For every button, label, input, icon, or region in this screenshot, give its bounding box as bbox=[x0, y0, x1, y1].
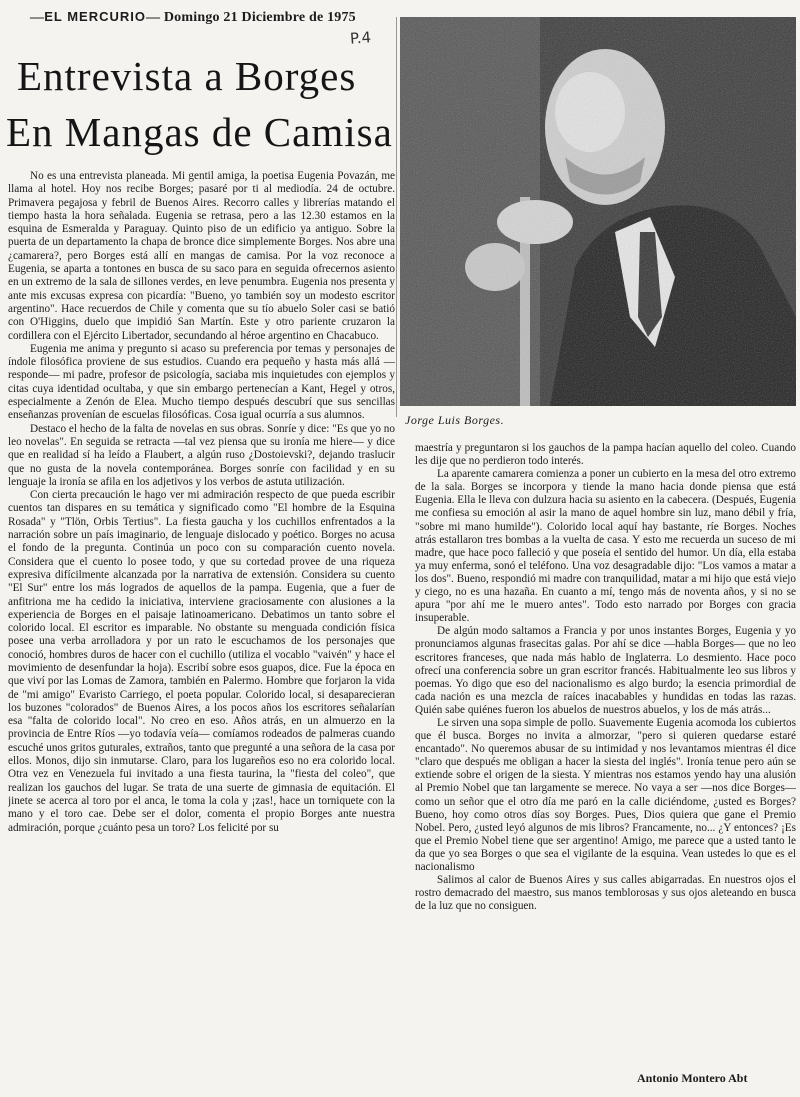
paragraph: Salimos al calor de Buenos Aires y sus calles abigarradas. En nuestros ojos el rostro demacrado del maestro, sus manos temblorosas y sus ojos aleteando en busca de la luz que no consiguen. bbox=[415, 874, 796, 913]
paragraph: Le sirven una sopa simple de pollo. Suavemente Eugenia acomoda los cubiertos que él busca. Borges no invita a almorzar, "pero si quieren quedarse estaré encantado". No queremos abusar de su intimidad y nos levantamos mientras él dice "claro que después me obligan a hacer la siesta del inglés". Ironía tenue pero aún se extiende sobre el origen de la siesta. Y mientras nos estamos yendo hay una alusión al Premio Nobel que tan largamente se merece. No vaya a ser —nos dice Borges— como un señor que el otro día me paró en la calle diciéndome, ¿usted es Borges? Bueno, hoy como otros días soy Borges. Pues, Dios quiera que gane el Premio Nobel. Pero, ¿usted leyó algunos de mis libros? Francamente, no... ¿Y entonces? ¡Es que el Premio Nobel tiene que ser argentino! Amigo, me parece que a usted tanto le da que yo sea Borges o que sea el vigilante de la esquina. Vean ustedes lo que es el nacionalismo bbox=[415, 716, 796, 873]
portrait-image bbox=[400, 17, 796, 406]
paragraph: De algún modo saltamos a Francia y por unos instantes Borges, Eugenia y yo pronunciamos algunas frasecitas galas. Por ahí se dice —habla Borges— que no leo escritores franceses, que nada más hablo de Inglaterra. Lo desmiento. Hace poco ofrecí una conferencia sobre un gran escritor francés. Habitualmente leo sus libros y poemas. Yo digo que eso del nacionalismo es algo burdo; la esencia primordial de cada nación es una mezcla de raíces inacabables y hundidas en todas las razas. Quién sabe quiénes fueron los abuelos de nuestros abuelos, y los de más atrás... bbox=[415, 625, 796, 716]
article-left-column bbox=[8, 170, 395, 1095]
paragraph: La aparente camarera comienza a poner un cubierto en la mesa del otro extremo de la sala. Borges se incorpora y tiende la mano hacia donde piensa que está Eugenia. Ella le lleva con dulzura hacia su asiento en la cabecera. (Después, Eugenia me confiesa su emoción al asir la mano de aquel hombre sin luz, mano débil y fría, "sobre mi mano humilde"). Colorido local aquí hay bastante, ríe Borges. Noches atrás estallaron tres bombas a la vuelta de casa. Y esto me recuerda un suceso de mi madre, que hace poco falleció y que poseía el sentido del humor. Un día, ella estaba ya muy enferma, sonó el teléfono. Una voz desagradable dijo: "Los vamos a matar a los dos". Bueno, respondió mi madre con tranquilidad, matar a mi hijo que está viejo y ciego, no es una hazaña. En cuanto a mí, tengo más de noventa años, y si no se apura "por ahí me le muero antes". Todo esto narrado por Borges con gracia insuperable. bbox=[415, 468, 796, 625]
handwritten-page-note: P.4 bbox=[349, 28, 372, 48]
masthead: —EL MERCURIO— Domingo 21 Diciembre de 1975 bbox=[30, 9, 356, 25]
author-byline: Antonio Montero Abt bbox=[637, 1071, 748, 1085]
headline-line-2: En Mangas de Camisa bbox=[6, 109, 393, 155]
paragraph: Destaco el hecho de la falta de novelas en sus obras. Sonríe y dice: "Es que yo no leo novelas". En seguida se retracta —tal vez piensa que su ironía me hiere— y dice que en realidad sí ha leído a Flaubert, a algún ruso ¿Dostoievski?, dejando traslucir que no gusta de la novela contemporánea. Borges sonríe con facilidad y en su lenguaje la ironía se afila en los adjetivos y los verbos de astuta utilización. bbox=[8, 422, 395, 488]
newspaper-name: EL MERCURIO bbox=[44, 9, 146, 24]
photo-caption: Jorge Luis Borges. bbox=[405, 413, 505, 427]
issue-date: Domingo 21 Diciembre de 1975 bbox=[163, 10, 356, 25]
borges-photo bbox=[400, 17, 796, 406]
article-right-column bbox=[415, 442, 796, 1064]
paragraph: Eugenia me anima y pregunto si acaso su preferencia por temas y personajes de índole filosófica proviene de sus estudios. Cuando era pequeño y hasta más allá —responde— mi padre, profesor de psicología, saciaba mis inquietudes con ejemplos y citas cuya identidad ocultaba, y que sin embargo pertenecían a Kant, Hegel y otros, especialmente a Zenón de Elea. Mucho tiempo después descubrí que sus sencillas enseñanzas provenían de escuelas filosóficas. Cosa igual ocurría a sus alumnos. bbox=[8, 342, 395, 422]
paragraph: No es una entrevista planeada. Mi gentil amiga, la poetisa Eugenia Povazán, me llama al hotel. Hoy nos recibe Borges; pasaré por ti al mediodía. 24 de octubre. Primavera pegajosa y febril de Buenos Aires. Recorro calles y librerías matando el tiempo hasta la hora señalada. Eugenia se retrasa, pero a las 12.30 estamos en la esquina de Esmeralda y Paraguay. Quinto piso de un edificio ya antiguo. Sobre la puerta de un departamento la chapa de bronce dice simplemente Borges. Nos abre una ¿camarera?, pero Borges está allí en mangas de camisa. Por la voz reconoce a Eugenia, se aparta a tontones en busca de su saco para en seguida ofrecernos asiento en un extremo de la sala de sillones verdes, en leve penumbra. Eugenia nos presenta y ante mis excusas expresa con picardía: "Bueno, yo también soy un modesto escritor argentino". Hace recuerdos de Chile y comenta que su tío abuelo Soler casi se batió con O'Higgins, duelo que impidió San Martín. Este y otro pariente cruzaron la cordillera con el Ejército Libertador, secundando al héroe argentino en Chacabuco. bbox=[8, 170, 395, 342]
column-divider bbox=[396, 17, 397, 417]
headline-line-1: Entrevista a Borges bbox=[17, 53, 357, 99]
paragraph: Con cierta precaución le hago ver mi admiración respecto de que pueda escribir cuentos tan dispares en su temática y significado como "El hombre de la Esquina Rosada" y "Tlön, Orbis Tertius". La fiesta gaucha y los cuchillos enfrentados a la narración sobre un país imaginario, de lenguaje dislocado y poético. Borges no acusa el fondo de la pregunta. Continúa un poco con su comparación cuento novela. Considera que el cuento lo posee todo, y que su cortedad provee de una riqueza expresiva difícilmente alcanzada por la narrativa de extensión. Considera su cuento "El Sur" entre los más logrados de aquellos de la pampa. Eugenia, que a fuer de anfitriona me ha cedido la iniciativa, interviene graciosamente con alusiones a la experiencia de Borges en el paisaje latinoamericano. Debatimos un tanto sobre el colorido local. El escritor es imparable. No obstante su menguada condición física posee una verba arrolladora y por un rato le escuchamos de los personajes que conoció, hombres duros de hacer con el cuchillo (utiliza el vocablo "vaivén" y hace el movimiento de desenfundar la hoja). Escribí sobre esos guapos, dice. Fue la época en que viví por las Lomas de Zamora, también en Palermo. Hombre que forjaron la vida de "mi amigo" Evaristo Carriego, el poeta popular. Colorido local, si desaparecieran los buzones "colorados" de Buenos Aires, a los pocos años los escritores señalarían esa "falta de colorido local". No creo en eso. Años atrás, en un almuerzo en la provincia de Entre Ríos —yo todavía veía— comíamos rodeados de palmeras cuando escuché unos gritos guturales, extraños, tanto que pregunté a una señora de la casa por ellos. Monos, dijo sin inmutarse. Claro, para los lugareños eso no era colorido local. Otra vez en Venezuela fui invitado a una fiesta taurina, la "fiesta del coleo", que realizan los gauchos del lugar. Se trata de una suerte de gimnasia de equitación. El jinete se acerca al toro por el anca, le toma la cola y ¡zas!, hace un torniquete con la mano y el toro cae. Debe ser el dolor, comenta el propio Borges ante nuestra admiración, porque ¿cuánto pesa un toro? Los felicité por su bbox=[8, 489, 395, 834]
paragraph-continuation: maestría y preguntaron si los gauchos de la pampa hacían aquello del coleo. Cuando les dije que no perdieron todo interés. bbox=[415, 442, 796, 468]
